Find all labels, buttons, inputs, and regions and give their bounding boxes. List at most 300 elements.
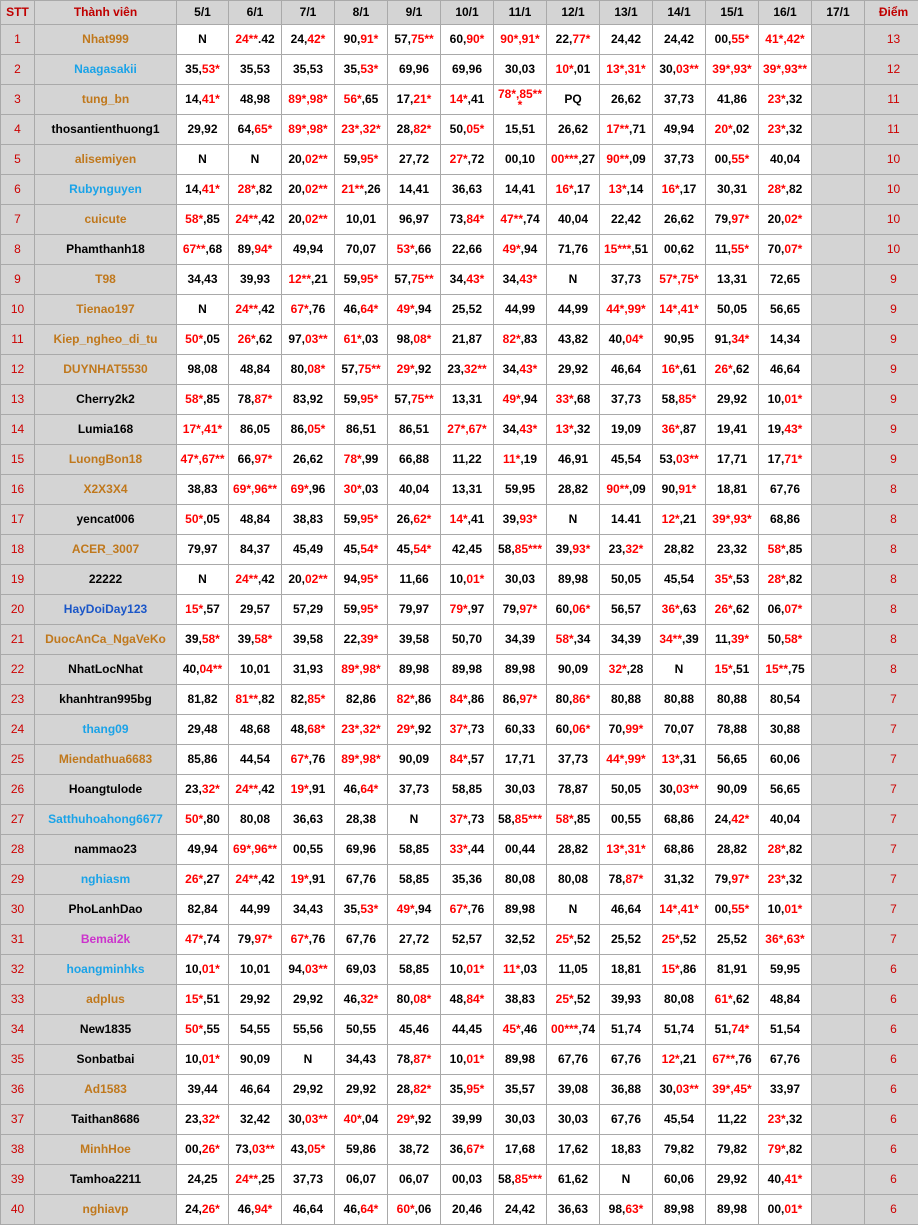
pick-part-a: 45,54 bbox=[663, 1112, 695, 1126]
pick-part-a: 84,37 bbox=[239, 542, 271, 556]
score-cell: 8 bbox=[865, 595, 918, 625]
member-name: PhoLanhDao bbox=[35, 895, 177, 925]
score-cell: 7 bbox=[865, 925, 918, 955]
table-row bbox=[1, 475, 918, 505]
pick-part-b: 32** bbox=[464, 362, 487, 376]
pick-cell bbox=[282, 775, 335, 805]
empty-cell bbox=[812, 685, 865, 715]
table-row bbox=[1, 265, 918, 295]
pick-cell bbox=[388, 235, 441, 265]
pick-cell bbox=[653, 205, 706, 235]
pick-part-b: 96** bbox=[254, 482, 278, 496]
pick-cell bbox=[177, 1075, 229, 1105]
pick-part-b: ,92 bbox=[414, 722, 432, 736]
rank-cell: 31 bbox=[1, 925, 35, 955]
pick-cell bbox=[494, 325, 547, 355]
pick-cell bbox=[282, 385, 335, 415]
pick-part-b: 32* bbox=[625, 542, 644, 556]
pick-part-a: 67,76 bbox=[610, 1052, 642, 1066]
pick-part-b: 01* bbox=[466, 1052, 485, 1066]
pick-part-a: 36*, bbox=[765, 932, 787, 946]
pick-cell bbox=[494, 1105, 547, 1135]
pick-part-a: 80, bbox=[290, 362, 308, 376]
pick-part-b: ,17 bbox=[573, 182, 591, 196]
pick-cell bbox=[441, 625, 494, 655]
pick-part-a: 44*, bbox=[606, 302, 628, 316]
pick-cell bbox=[177, 1135, 229, 1165]
pick-cell bbox=[388, 385, 441, 415]
pick-part-a: 69*, bbox=[232, 482, 255, 496]
rank-cell: 19 bbox=[1, 565, 35, 595]
member-name: ACER_3007 bbox=[35, 535, 177, 565]
pick-part-a: 32* bbox=[608, 662, 627, 676]
pick-part-a: 51,54 bbox=[769, 1022, 801, 1036]
pick-cell bbox=[759, 1195, 812, 1225]
pick-cell bbox=[600, 595, 653, 625]
pick-part-a: 36,63 bbox=[292, 812, 324, 826]
pick-cell bbox=[600, 55, 653, 85]
pick-part-a: 36,88 bbox=[610, 1082, 642, 1096]
pick-cell bbox=[759, 295, 812, 325]
pick-part-a: 90, bbox=[661, 482, 679, 496]
pick-part-b: 42* bbox=[731, 812, 750, 826]
header-date: 13/1 bbox=[600, 1, 653, 25]
pick-cell bbox=[229, 1105, 282, 1135]
pick-part-b: ,51 bbox=[203, 992, 220, 1006]
score-cell: 7 bbox=[865, 685, 918, 715]
pick-part-a: 24, bbox=[185, 1202, 202, 1216]
pick-part-a: 34,43 bbox=[345, 1052, 377, 1066]
pick-part-a: 28,82 bbox=[663, 542, 695, 556]
score-cell: 10 bbox=[865, 235, 918, 265]
pick-part-a: 49* bbox=[396, 902, 415, 916]
pick-part-a: 58, bbox=[497, 812, 515, 826]
pick-part-a: 45, bbox=[343, 542, 361, 556]
header-stt: STT bbox=[1, 1, 35, 25]
pick-cell bbox=[547, 1135, 600, 1165]
pick-part-b: ,94 bbox=[414, 902, 432, 916]
pick-part-b: 98* bbox=[309, 92, 328, 106]
rank-cell: 6 bbox=[1, 175, 35, 205]
score-cell: 6 bbox=[865, 1165, 918, 1195]
pick-part-a: 30,88 bbox=[769, 722, 801, 736]
pick-part-b: ,32 bbox=[785, 92, 803, 106]
pick-part-b: ,86 bbox=[414, 692, 432, 706]
pick-part-b: 01* bbox=[784, 392, 803, 406]
pick-cell bbox=[441, 415, 494, 445]
pick-cell bbox=[547, 1045, 600, 1075]
pick-cell bbox=[759, 415, 812, 445]
member-name: Cherry2k2 bbox=[35, 385, 177, 415]
empty-cell bbox=[812, 715, 865, 745]
table-body bbox=[1, 25, 918, 1225]
pick-part-b: ,09 bbox=[629, 152, 646, 166]
pick-cell bbox=[441, 715, 494, 745]
pick-cell bbox=[759, 865, 812, 895]
member-name: tung_bn bbox=[35, 85, 177, 115]
pick-cell bbox=[759, 25, 812, 55]
pick-part-b: ,57 bbox=[203, 602, 220, 616]
pick-part-a: 15* bbox=[714, 662, 733, 676]
score-cell: 10 bbox=[865, 175, 918, 205]
pick-cell bbox=[759, 685, 812, 715]
pick-cell bbox=[441, 115, 494, 145]
pick-part-b: 85*** bbox=[514, 1172, 543, 1186]
score-cell: 10 bbox=[865, 145, 918, 175]
pick-part-b: ,92 bbox=[414, 1112, 432, 1126]
pick-part-a: 18,81 bbox=[716, 482, 748, 496]
pick-part-a: 14, bbox=[185, 92, 202, 106]
pick-part-b: 02* bbox=[784, 212, 803, 226]
pick-part-b: 99* bbox=[627, 752, 646, 766]
pick-part-a: 11,66 bbox=[399, 572, 429, 586]
pick-part-b: 03** bbox=[305, 962, 328, 976]
pick-part-b: 02** bbox=[305, 212, 328, 226]
pick-part-b: 93* bbox=[519, 512, 538, 526]
pick-cell bbox=[441, 745, 494, 775]
table-row bbox=[1, 925, 918, 955]
pick-part-a: 23*, bbox=[341, 122, 363, 136]
pick-cell bbox=[388, 1195, 441, 1225]
pick-part-a: 80,88 bbox=[716, 692, 748, 706]
pick-part-a: 29,92 bbox=[292, 1082, 324, 1096]
pick-part-a: 14*, bbox=[659, 902, 681, 916]
pick-cell bbox=[177, 775, 229, 805]
pick-part-a: 17, bbox=[396, 92, 414, 106]
pick-part-b: ,72 bbox=[467, 152, 485, 166]
member-name: adplus bbox=[35, 985, 177, 1015]
pick-part-a: 97, bbox=[288, 332, 305, 346]
pick-cell bbox=[335, 685, 388, 715]
pick-cell bbox=[388, 145, 441, 175]
pick-cell bbox=[759, 175, 812, 205]
pick-part-a: N bbox=[250, 152, 260, 166]
pick-part-a: 10, bbox=[449, 572, 467, 586]
member-name: Sonbatbai bbox=[35, 1045, 177, 1075]
pick-part-b: ,99 bbox=[361, 452, 379, 466]
pick-cell bbox=[600, 325, 653, 355]
pick-part-b: ,71 bbox=[629, 122, 646, 136]
pick-cell bbox=[653, 565, 706, 595]
pick-cell bbox=[759, 625, 812, 655]
pick-part-a: 60, bbox=[449, 32, 467, 46]
pick-part-a: 82, bbox=[290, 692, 308, 706]
pick-part-b: 75** bbox=[411, 272, 434, 286]
pick-part-a: 18,81 bbox=[610, 962, 642, 976]
pick-part-a: 50* bbox=[185, 512, 204, 526]
pick-part-b: 98* bbox=[309, 122, 328, 136]
pick-cell bbox=[388, 835, 441, 865]
pick-part-b: 03** bbox=[676, 62, 699, 76]
pick-part-a: 11* bbox=[502, 452, 521, 466]
pick-part-a: 50,55 bbox=[345, 1022, 377, 1036]
pick-part-a: 26,62 bbox=[663, 212, 695, 226]
pick-cell bbox=[547, 355, 600, 385]
pick-part-b: 34* bbox=[731, 332, 750, 346]
pick-part-a: 48,84 bbox=[239, 512, 271, 526]
pick-cell bbox=[494, 895, 547, 925]
pick-cell bbox=[706, 895, 759, 925]
pick-part-a: 19, bbox=[767, 422, 785, 436]
pick-cell bbox=[494, 985, 547, 1015]
pick-cell bbox=[335, 265, 388, 295]
table-row bbox=[1, 685, 918, 715]
pick-part-a: 34,43 bbox=[292, 902, 324, 916]
pick-cell bbox=[759, 265, 812, 295]
score-cell: 8 bbox=[865, 625, 918, 655]
pick-part-a: 28,82 bbox=[716, 842, 748, 856]
pick-part-a: 53* bbox=[396, 242, 415, 256]
pick-part-a: 34, bbox=[449, 272, 467, 286]
pick-cell bbox=[441, 175, 494, 205]
pick-part-a: 56* bbox=[343, 92, 362, 106]
pick-part-a: 72,65 bbox=[769, 272, 801, 286]
member-name: thang09 bbox=[35, 715, 177, 745]
pick-part-a: 39*, bbox=[712, 512, 734, 526]
pick-cell bbox=[229, 175, 282, 205]
pick-cell bbox=[759, 505, 812, 535]
rank-cell: 21 bbox=[1, 625, 35, 655]
pick-part-a: 44,99 bbox=[504, 302, 536, 316]
pick-cell bbox=[600, 655, 653, 685]
pick-part-a: 00,55 bbox=[292, 842, 324, 856]
pick-part-a: 14* bbox=[449, 92, 468, 106]
pick-part-b: 01* bbox=[201, 1052, 220, 1066]
empty-cell bbox=[812, 445, 865, 475]
pick-cell bbox=[441, 1135, 494, 1165]
empty-cell bbox=[812, 1105, 865, 1135]
empty-cell bbox=[812, 25, 865, 55]
pick-part-b: 95* bbox=[360, 572, 379, 586]
pick-part-a: 82,84 bbox=[187, 902, 218, 916]
pick-cell bbox=[177, 565, 229, 595]
pick-cell bbox=[653, 445, 706, 475]
empty-cell bbox=[812, 925, 865, 955]
pick-cell bbox=[282, 535, 335, 565]
table-row bbox=[1, 25, 918, 55]
pick-cell bbox=[335, 835, 388, 865]
header-member: Thành viên bbox=[35, 1, 177, 25]
pick-part-a: 60* bbox=[396, 1202, 415, 1216]
pick-cell bbox=[547, 805, 600, 835]
pick-part-a: 27,72 bbox=[398, 932, 430, 946]
pick-cell bbox=[706, 385, 759, 415]
pick-cell bbox=[335, 505, 388, 535]
pick-cell bbox=[706, 745, 759, 775]
pick-cell bbox=[547, 955, 600, 985]
score-cell: 8 bbox=[865, 475, 918, 505]
pick-cell bbox=[335, 55, 388, 85]
pick-cell bbox=[441, 505, 494, 535]
pick-part-b: 39* bbox=[731, 632, 750, 646]
table-row bbox=[1, 1165, 918, 1195]
pick-cell bbox=[229, 595, 282, 625]
pick-cell bbox=[600, 805, 653, 835]
pick-part-a: 23, bbox=[608, 542, 626, 556]
pick-cell bbox=[177, 205, 229, 235]
pick-cell bbox=[177, 805, 229, 835]
pick-cell bbox=[229, 475, 282, 505]
pick-part-a: 39,58 bbox=[292, 632, 324, 646]
pick-part-b: 05* bbox=[466, 122, 485, 136]
pick-cell bbox=[441, 835, 494, 865]
pick-part-a: 46, bbox=[237, 1202, 255, 1216]
pick-cell bbox=[282, 175, 335, 205]
pick-part-b: 41* bbox=[201, 182, 220, 196]
pick-part-b: 32* bbox=[362, 122, 381, 136]
pick-cell bbox=[388, 205, 441, 235]
pick-cell bbox=[759, 745, 812, 775]
pick-part-a: 10, bbox=[185, 962, 202, 976]
rank-cell: 24 bbox=[1, 715, 35, 745]
pick-part-a: 89,98 bbox=[398, 662, 430, 676]
pick-cell bbox=[653, 745, 706, 775]
pick-cell bbox=[600, 1135, 653, 1165]
pick-part-b: 55* bbox=[731, 32, 750, 46]
pick-part-a: 12** bbox=[288, 272, 311, 286]
pick-cell bbox=[494, 175, 547, 205]
pick-part-a: 40, bbox=[182, 662, 200, 676]
header-date: 14/1 bbox=[653, 1, 706, 25]
pick-cell bbox=[600, 1165, 653, 1195]
score-cell: 7 bbox=[865, 835, 918, 865]
pick-part-b: 75** bbox=[411, 392, 434, 406]
pick-cell bbox=[441, 1105, 494, 1135]
empty-cell bbox=[812, 955, 865, 985]
pick-part-b: 08* bbox=[413, 332, 432, 346]
pick-part-a: 84* bbox=[449, 752, 468, 766]
pick-cell bbox=[335, 805, 388, 835]
pick-part-a: 30* bbox=[343, 482, 362, 496]
pick-part-b: 95* bbox=[360, 602, 379, 616]
pick-part-a: 46, bbox=[343, 782, 361, 796]
pick-part-a: 89,98 bbox=[451, 662, 483, 676]
pick-part-b: 97* bbox=[254, 932, 273, 946]
pick-part-b: 99* bbox=[627, 302, 646, 316]
pick-cell bbox=[388, 625, 441, 655]
pick-part-a: 00,03 bbox=[451, 1172, 483, 1186]
pick-part-a: 22, bbox=[343, 632, 361, 646]
pick-cell bbox=[653, 805, 706, 835]
pick-part-a: 35* bbox=[714, 572, 733, 586]
pick-cell bbox=[653, 895, 706, 925]
pick-cell bbox=[335, 865, 388, 895]
pick-cell bbox=[388, 685, 441, 715]
pick-cell bbox=[653, 295, 706, 325]
member-name: Satthuhoahong6677 bbox=[35, 805, 177, 835]
pick-part-a: 84* bbox=[449, 692, 468, 706]
pick-part-b: 08* bbox=[307, 362, 326, 376]
rank-cell: 39 bbox=[1, 1165, 35, 1195]
pick-cell bbox=[600, 745, 653, 775]
pick-part-a: 89,98 bbox=[504, 662, 536, 676]
pick-cell bbox=[653, 85, 706, 115]
pick-cell bbox=[282, 925, 335, 955]
pick-part-a: 60,06 bbox=[663, 1172, 695, 1186]
pick-part-a: 33* bbox=[449, 842, 468, 856]
pick-part-a: 55,56 bbox=[292, 1022, 324, 1036]
pick-part-b: ,57 bbox=[467, 752, 485, 766]
pick-part-a: 17,62 bbox=[557, 1142, 589, 1156]
pick-part-a: 33* bbox=[555, 392, 574, 406]
pick-part-a: 24,42 bbox=[504, 1202, 536, 1216]
pick-part-a: 66, bbox=[237, 452, 255, 466]
pick-part-b: 31* bbox=[627, 62, 646, 76]
pick-part-a: 11,05 bbox=[558, 962, 588, 976]
pick-part-b: 07* bbox=[784, 242, 803, 256]
pick-part-a: 70,07 bbox=[345, 242, 377, 256]
pick-part-b: ,34 bbox=[573, 632, 591, 646]
pick-cell bbox=[706, 535, 759, 565]
pick-cell bbox=[229, 835, 282, 865]
pick-cell bbox=[388, 805, 441, 835]
pick-part-b: 41* bbox=[204, 422, 223, 436]
pick-part-b: ,91 bbox=[308, 872, 326, 886]
pick-part-a: 00, bbox=[714, 32, 732, 46]
pick-part-b: ,05 bbox=[203, 512, 220, 526]
pick-cell bbox=[494, 505, 547, 535]
pick-part-b: ,27 bbox=[203, 872, 220, 886]
pick-part-b: 42* bbox=[307, 32, 326, 46]
pick-part-b: ,42 bbox=[258, 572, 275, 586]
pick-cell bbox=[229, 775, 282, 805]
pick-cell bbox=[600, 715, 653, 745]
rank-cell: 27 bbox=[1, 805, 35, 835]
pick-part-a: 80,54 bbox=[769, 692, 801, 706]
pick-part-a: 90,09 bbox=[239, 1052, 271, 1066]
pick-part-b: ,52 bbox=[573, 992, 591, 1006]
pick-cell bbox=[547, 925, 600, 955]
empty-cell bbox=[812, 745, 865, 775]
member-name: Taithan8686 bbox=[35, 1105, 177, 1135]
pick-cell bbox=[177, 985, 229, 1015]
pick-part-a: 69*, bbox=[232, 842, 255, 856]
pick-part-a: 28,82 bbox=[557, 482, 589, 496]
table-row bbox=[1, 565, 918, 595]
table-row bbox=[1, 865, 918, 895]
pick-cell bbox=[600, 985, 653, 1015]
pick-part-b: 31* bbox=[627, 842, 646, 856]
pick-part-a: 49,94 bbox=[187, 842, 218, 856]
pick-part-a: 46,64 bbox=[610, 362, 642, 376]
pick-part-b: ,82 bbox=[255, 182, 273, 196]
pick-part-b: ,85 bbox=[203, 212, 220, 226]
pick-cell bbox=[282, 1045, 335, 1075]
pick-part-a: 58,85 bbox=[451, 782, 483, 796]
pick-part-b: ,04 bbox=[361, 1112, 379, 1126]
pick-part-a: 39, bbox=[237, 632, 255, 646]
pick-part-b: 95* bbox=[360, 272, 379, 286]
pick-part-a: 24** bbox=[235, 782, 258, 796]
table-header bbox=[1, 1, 918, 25]
pick-cell bbox=[229, 85, 282, 115]
pick-cell bbox=[547, 595, 600, 625]
pick-cell bbox=[441, 895, 494, 925]
pick-part-a: 60,33 bbox=[504, 722, 536, 736]
pick-cell bbox=[282, 985, 335, 1015]
pick-part-b: 85*** bbox=[514, 812, 543, 826]
pick-cell bbox=[177, 55, 229, 85]
pick-cell bbox=[229, 745, 282, 775]
pick-cell bbox=[441, 205, 494, 235]
pick-part-a: 78, bbox=[237, 392, 255, 406]
pick-part-a: 26* bbox=[185, 872, 204, 886]
pick-part-a: 00, bbox=[767, 1202, 785, 1216]
pick-part-a: 89,98 bbox=[504, 902, 536, 916]
pick-cell bbox=[441, 655, 494, 685]
pick-part-a: 73, bbox=[235, 1142, 252, 1156]
pick-part-a: 56,65 bbox=[716, 752, 748, 766]
